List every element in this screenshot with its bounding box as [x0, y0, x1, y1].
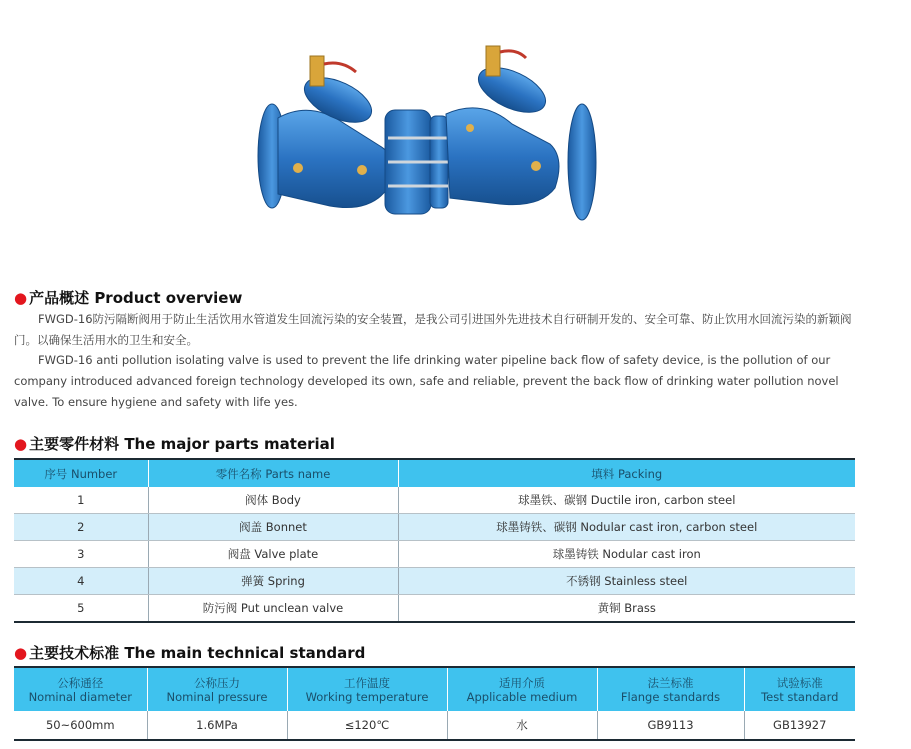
- cell-packing: 球墨铸铁 Nodular cast iron: [398, 541, 855, 568]
- table-row: [14, 541, 855, 568]
- header-parts-name: 零件名称 Parts name: [148, 459, 398, 487]
- cell-number: 4: [14, 568, 148, 595]
- header-nominal-pressure: [147, 667, 287, 711]
- overview-cn-text: FWGD-16防污隔断阀用于防止生活饮用水管道发生回流污染的安全装置，是我公司引进国外先进技术自行研制开发的、安全可靠、防止饮用水回流污染的新颖阀门。以确保生活用水的卫生和安全。: [14, 312, 852, 347]
- cell-part: 阀盖 Bonnet: [148, 514, 398, 541]
- cell-number: 1: [14, 487, 148, 514]
- header-en: Applicable medium: [466, 689, 578, 704]
- technical-header-row: [14, 667, 855, 711]
- header-working-temperature: [287, 667, 447, 711]
- header-packing: 填料 Packing: [398, 459, 855, 487]
- bullet-dot-icon: ●: [14, 289, 28, 307]
- table-row: [14, 514, 855, 541]
- cell-part: 阀体 Body: [148, 487, 398, 514]
- cell-number: 5: [14, 595, 148, 623]
- cell-diameter: 50~600mm: [14, 711, 147, 740]
- cell-number: 2: [14, 514, 148, 541]
- header-en: Working temperature: [305, 689, 429, 704]
- overview-en-text: FWGD-16 anti pollution isolating valve is used to prevent the life drinking water pipeline back flow of safety device, is the pollution of our company introduced advanced foreign technology developed its own, safe and reliable, prevent the back flow of drinking water pollution novel valve. To ensure hygiene and safety with life yes.: [14, 353, 839, 409]
- cell-medium: 水: [447, 711, 597, 740]
- cell-part: 阀盘 Valve plate: [148, 541, 398, 568]
- cell-packing: 球墨铁、碳钢 Ductile iron, carbon steel: [398, 487, 855, 514]
- cell-part: 防污阀 Put unclean valve: [148, 595, 398, 623]
- header-nominal-diameter: [14, 667, 147, 711]
- table-row: [14, 595, 855, 623]
- cell-temperature: ≤120℃: [287, 711, 447, 740]
- materials-header-row: [14, 459, 855, 487]
- header-applicable-medium: [447, 667, 597, 711]
- bullet-dot-icon: ●: [14, 644, 28, 662]
- table-row: [14, 568, 855, 595]
- header-cn: 公称通径: [57, 675, 104, 690]
- materials-table: [14, 458, 855, 623]
- cell-packing: 黄铜 Brass: [398, 595, 855, 623]
- cell-packing: 球墨铸铁、碳钢 Nodular cast iron, carbon steel: [398, 514, 855, 541]
- cell-pressure: 1.6MPa: [147, 711, 287, 740]
- technical-table: [14, 666, 855, 741]
- header-en: Nominal diameter: [28, 689, 132, 704]
- cell-test: GB13927: [744, 711, 855, 740]
- table-row: [14, 487, 855, 514]
- table-row: [14, 711, 855, 740]
- overview-title: [14, 287, 242, 308]
- cell-part: 弹簧 Spring: [148, 568, 398, 595]
- cell-flange: GB9113: [597, 711, 744, 740]
- header-flange-standards: [597, 667, 744, 711]
- technical-title-text: 主要技术标准 The main technical standard: [29, 644, 366, 662]
- technical-title: [14, 642, 365, 663]
- cell-number: 3: [14, 541, 148, 568]
- overview-paragraph-en: [14, 350, 860, 413]
- header-test-standard: [744, 667, 855, 711]
- header-number: 序号 Number: [14, 459, 148, 487]
- header-en: Nominal pressure: [166, 689, 268, 704]
- overview-paragraph-cn: [14, 309, 860, 351]
- materials-title: [14, 433, 335, 454]
- header-cn: 适用介质: [499, 675, 545, 690]
- header-en: Test standard: [761, 689, 839, 704]
- valve-product-image: [250, 38, 610, 234]
- header-cn: 工作温度: [344, 675, 390, 690]
- header-cn: 公称压力: [194, 675, 240, 690]
- header-en: Flange standards: [620, 689, 721, 704]
- header-cn: 试验标准: [776, 675, 823, 690]
- bullet-dot-icon: ●: [14, 435, 28, 453]
- materials-title-text: 主要零件材料 The major parts material: [29, 435, 335, 453]
- overview-title-text: 产品概述 Product overview: [29, 289, 243, 307]
- header-cn: 法兰标准: [647, 675, 694, 690]
- cell-packing: 不锈钢 Stainless steel: [398, 568, 855, 595]
